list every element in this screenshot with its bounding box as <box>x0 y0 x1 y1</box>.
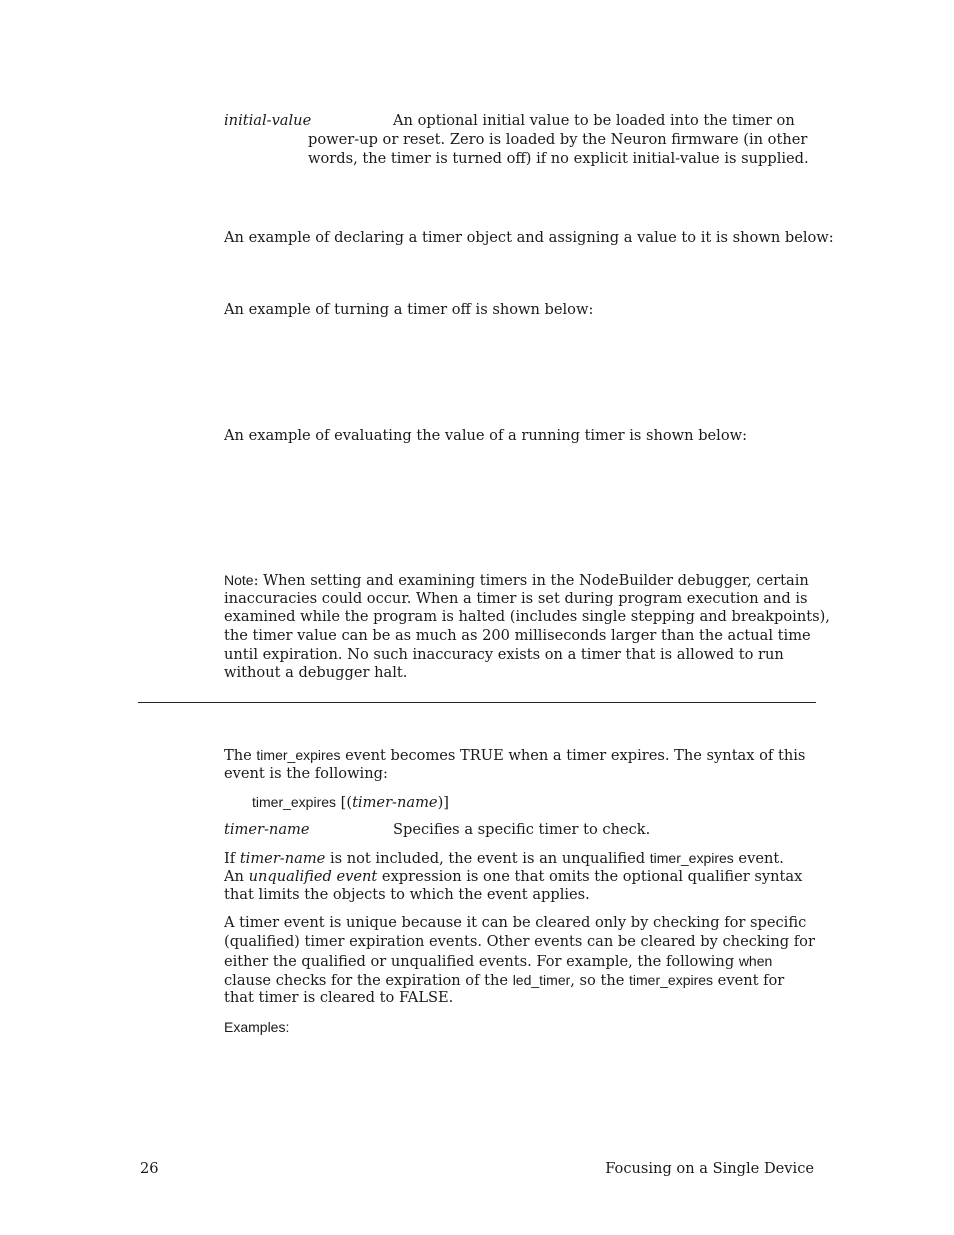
definition-text: words, the timer is turned off) if no explicit initial-value is supplied. <box>308 150 809 167</box>
term-unqualified-event: unqualified event <box>248 868 378 885</box>
example-off-intro: An example of turning a timer off is shown below: <box>224 301 594 318</box>
keyword-timer-expires: timer_expires <box>649 850 734 866</box>
term-timer-name: timer-name <box>224 821 310 838</box>
paragraph-line <box>224 952 772 972</box>
paragraph-line <box>224 849 784 869</box>
syntax-close: )] <box>437 794 449 811</box>
footer-title: Focusing on a Single Device <box>605 1160 814 1177</box>
syntax-open: [( <box>336 794 353 811</box>
note-line <box>224 571 809 591</box>
paragraph-line <box>224 971 784 991</box>
note-line: until expiration. No such inaccuracy exists on a timer that is allowed to run <box>224 646 784 663</box>
text-run: event. <box>733 850 784 867</box>
paragraph-line: that limits the objects to which the event applies. <box>224 886 590 903</box>
keyword-timer-expires: timer_expires <box>629 972 714 988</box>
definition-text: Specifies a specific timer to check. <box>393 821 651 838</box>
keyword-timer-expires: timer_expires <box>256 747 341 763</box>
definition-text: An optional initial value to be loaded into the timer on <box>393 112 795 129</box>
note-line: the timer value can be as much as 200 milliseconds larger than the actual time <box>224 627 811 644</box>
note-label: Note <box>224 572 254 588</box>
paragraph-line: (qualified) timer expiration events. Other events can be cleared by checking for <box>224 933 815 950</box>
text-run: , so the <box>570 972 630 989</box>
keyword-led-timer: led_timer <box>512 972 571 988</box>
paragraph-line: event is the following: <box>224 765 388 782</box>
text-run: If <box>224 850 240 867</box>
page-number: 26 <box>140 1160 159 1177</box>
section-divider <box>138 702 816 703</box>
note-line: examined while the program is halted (includes single stepping and breakpoints), <box>224 608 830 625</box>
note-line: inaccuracies could occur. When a timer is set during program execution and is <box>224 590 808 607</box>
note-text: : When setting and examining timers in the NodeBuilder debugger, certain <box>253 572 809 589</box>
example-declare-intro: An example of declaring a timer object and assigning a value to it is shown below: <box>224 229 834 246</box>
syntax-param: timer-name <box>352 794 438 811</box>
param-timer-name: timer-name <box>239 850 326 867</box>
keyword-when: when <box>738 953 773 969</box>
paragraph-line <box>224 868 802 887</box>
examples-heading: Examples: <box>224 1019 290 1035</box>
text-run: either the qualified or unqualified events. For example, the following <box>224 953 739 970</box>
example-eval-intro: An example of evaluating the value of a running timer is shown below: <box>224 427 748 444</box>
note-line: without a debugger halt. <box>224 664 408 681</box>
text-run: is not included, the event is an unqualified <box>325 850 650 867</box>
text-run: An <box>224 868 249 885</box>
paragraph-line: A timer event is unique because it can be cleared only by checking for specific <box>224 914 807 931</box>
text-run: clause checks for the expiration of the <box>224 972 513 989</box>
text-run: event for <box>713 972 785 989</box>
syntax-line <box>252 793 449 813</box>
term-initial-value: initial-value <box>224 112 312 129</box>
keyword-timer-expires: timer_expires <box>252 794 337 810</box>
text-run: event becomes TRUE when a timer expires. The syntax of this <box>340 747 806 764</box>
definition-text: power-up or reset. Zero is loaded by the Neuron firmware (in other <box>308 131 808 148</box>
paragraph-line: that timer is cleared to FALSE. <box>224 989 454 1006</box>
text-run: expression is one that omits the optional qualifier syntax <box>377 868 803 885</box>
text-run: The <box>224 747 257 764</box>
paragraph-line <box>224 746 805 766</box>
